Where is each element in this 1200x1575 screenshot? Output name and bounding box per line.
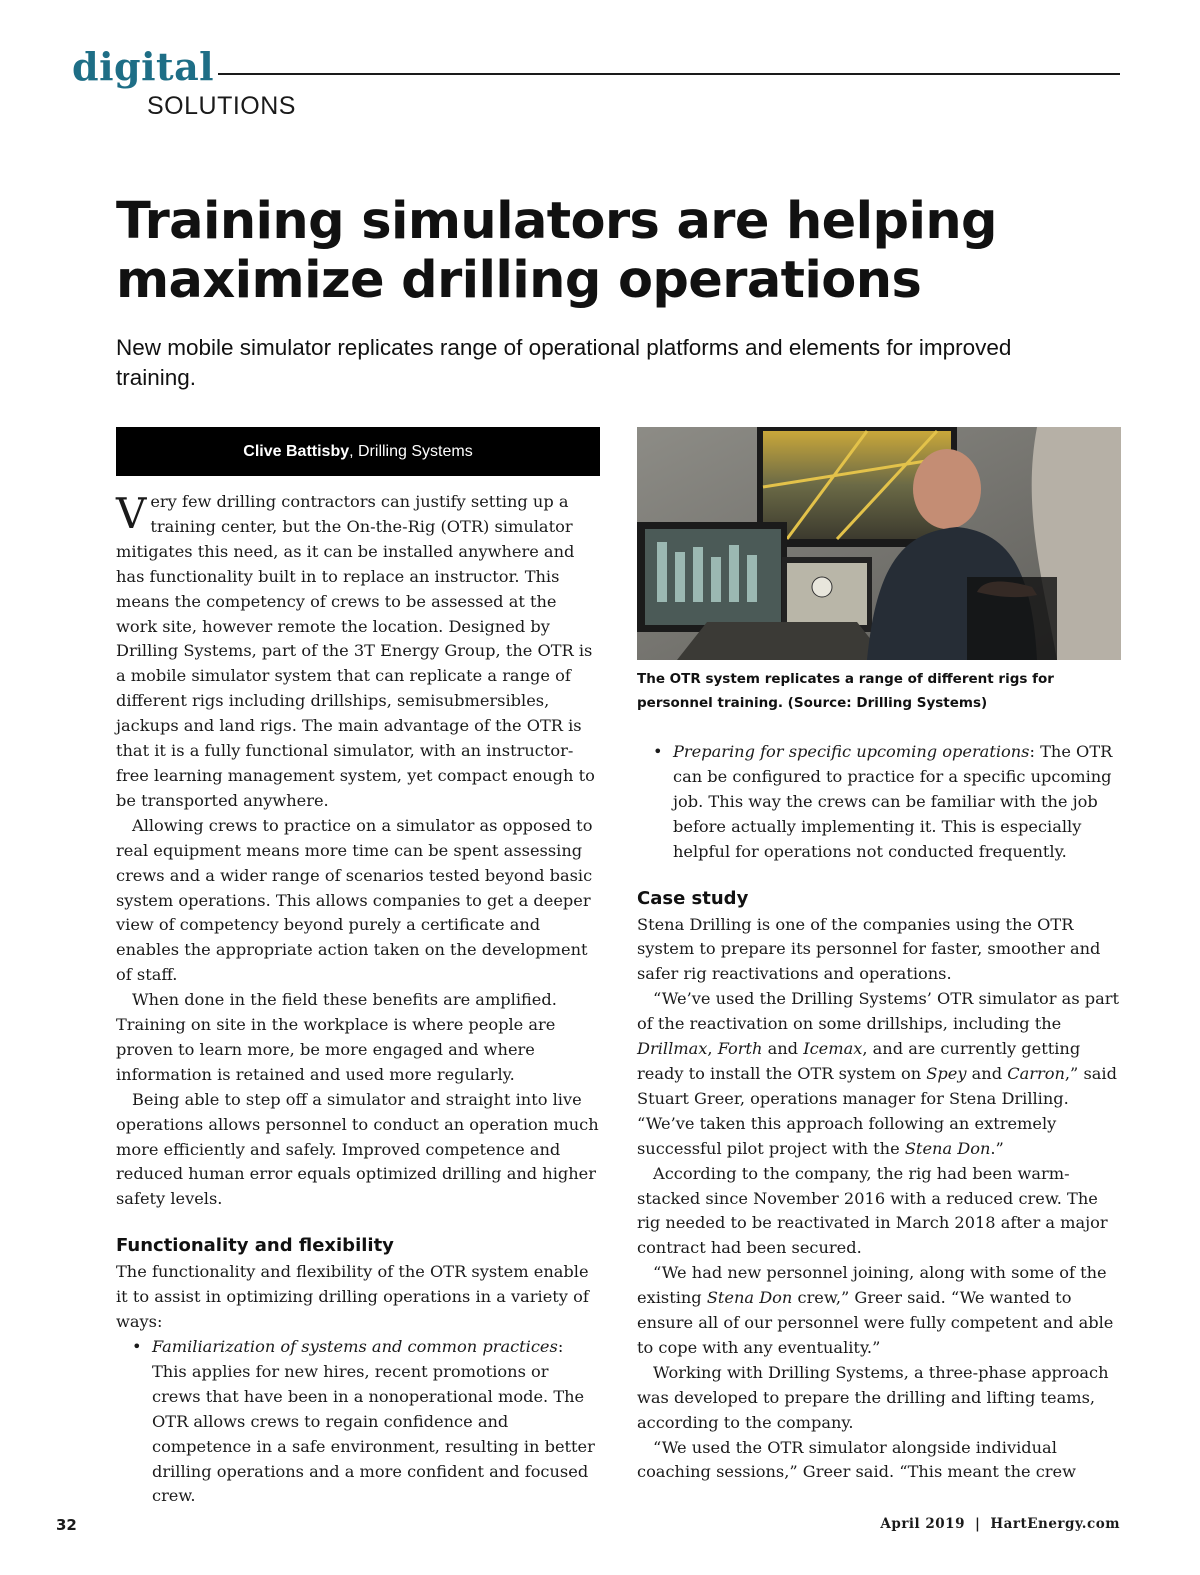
byline-bar: [116, 427, 600, 476]
drop-cap: V: [116, 489, 147, 538]
article-photo: [637, 427, 1121, 660]
paragraph: Working with Drilling Systems, a three-phase approach was developed to prepare the drilling and lifting teams, according to the company.: [637, 1362, 1109, 1432]
paragraph: According to the company, the rig had been warm-stacked since November 2016 with a reduced crew. The rig needed to be reactivated in March 2018 after a major contract had been secured.: [637, 1163, 1108, 1258]
paragraph: “We’ve used the Drilling Systems’ OTR simulator as part of the reactivation on some drillships, including the Drillmax, Forth and Icemax, and are currently getting ready to install the OTR system on Spey and Carron,” said Stuart Greer, operations manager for Stena Drilling. “We’ve taken this approach following an extremely successful pilot project with the Stena Don.”: [637, 989, 1120, 1158]
section-tag: [72, 44, 215, 89]
bullet-item: • Preparing for specific upcoming operations: The OTR can be configured to practice for a specific upcoming job. This way the crews can be familiar with the job before actually implementing it. This is especially helpful for operations not conducted frequently.: [673, 740, 1121, 865]
subhead-case-study: Case study: [637, 887, 749, 909]
footer-issue-line: [880, 1516, 1120, 1532]
byline-affiliation: , Drilling Systems: [349, 442, 473, 460]
bullet-list: [637, 740, 1121, 865]
bullet-list: [116, 1335, 600, 1509]
footer-separator: |: [974, 1516, 981, 1532]
article-deck: New mobile simulator replicates range of operational platforms and elements for improved training.: [116, 335, 1012, 390]
article-headline: Training simulators are helping maximize drilling operations: [116, 192, 997, 310]
site-name: HartEnergy.com: [990, 1516, 1120, 1532]
paragraph: Being able to step off a simulator and straight into live operations allows personnel to conduct an operation much more efficiently and safely. Improved competence and reduced human error equals optimized drilling and higher safety levels.: [116, 1089, 599, 1209]
page-number: 32: [56, 1516, 77, 1534]
simulator-photo-illustration: [637, 427, 1121, 660]
section-rule: [218, 73, 1120, 75]
photo-caption: The OTR system replicates a range of different rigs for personnel training. (Source: Drilling Systems): [637, 671, 1054, 711]
paragraph: “We had new personnel joining, along with some of the existing Stena Don crew,” Greer said. “We wanted to ensure all of our personnel were fully competent and able to cope with any eventuality.”: [637, 1263, 1114, 1357]
byline-author: Clive Battisby: [243, 442, 350, 460]
paragraph: When done in the field these benefits are amplified. Training on site in the workplace is where people are proven to learn more, be more engaged and where information is retained and used more regularly.: [116, 990, 557, 1084]
left-column: [116, 490, 600, 1509]
section-kicker: digital: [72, 44, 215, 89]
paragraph: “We used the OTR simulator alongside individual coaching sessions,” Greer said. “This meant the crew: [637, 1437, 1076, 1482]
paragraph: Very few drilling contractors can justify setting up a training center, but the On-the-Rig (OTR) simulator mitigates this need, as it can be installed anywhere and has functionality built in to replace an instructor. This means the competency of crews to be assessed at the work site, however remote the location. Designed by Drilling Systems, part of the 3T Energy Group, the OTR is a mobile simulator system that can replicate a range of different rigs including drillships, semisubmersibles, jackups and land rigs. The main advantage of the OTR is that it is a fully functional simulator, with an instructor-free learning management system, yet compact enough to be transported anywhere.: [116, 489, 595, 810]
issue-date: April 2019: [880, 1516, 965, 1532]
right-column: [637, 740, 1121, 1485]
paragraph: The functionality and flexibility of the OTR system enable it to assist in optimizing drilling operations in a variety of ways:: [116, 1262, 589, 1332]
paragraph: Stena Drilling is one of the companies using the OTR system to prepare its personnel for faster, smoother and safer rig reactivations and operations.: [637, 914, 1101, 984]
subhead-functionality: Functionality and flexibility: [116, 1235, 394, 1257]
section-label: SOLUTIONS: [147, 92, 296, 120]
paragraph: Allowing crews to practice on a simulator as opposed to real equipment means more time can be spent assessing crews and a wider range of scenarios tested beyond basic system operations. This allows companies to get a deeper view of competency beyond purely a certificate and enables the appropriate action taken on the development of staff.: [116, 815, 593, 985]
bullet-item: • Familiarization of systems and common practices: This applies for new hires, recent promotions or crews that have been in a nonoperational mode. The OTR allows crews to regain confidence and competence in a safe environment, resulting in better drilling operations and a more confident and focused crew.: [152, 1335, 600, 1509]
